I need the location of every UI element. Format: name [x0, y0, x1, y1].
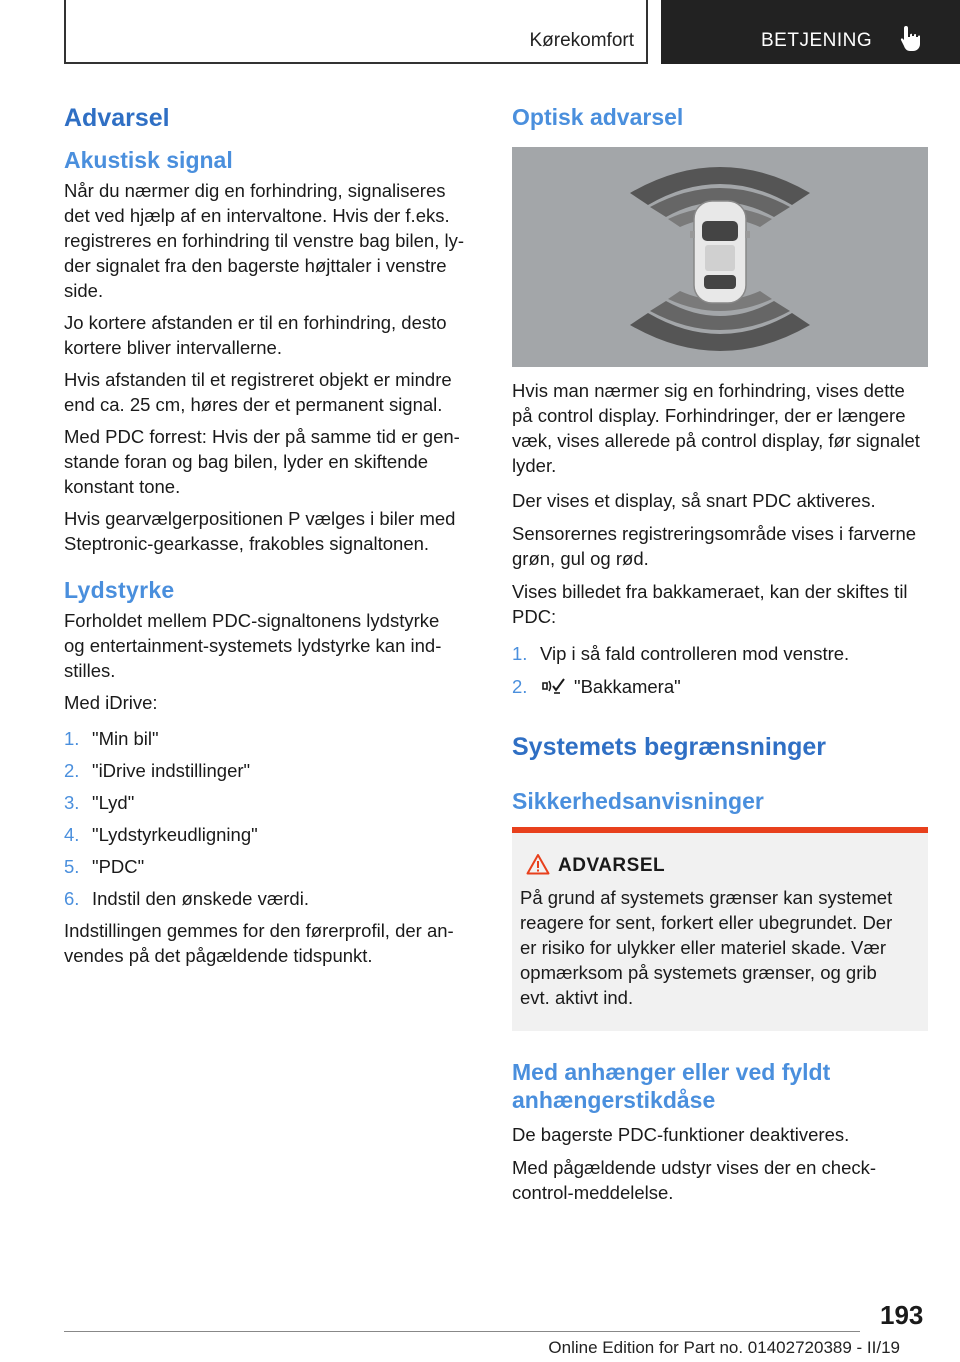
pdc-display-figure: [512, 147, 928, 367]
paragraph-akustisk-1: Når du nærmer dig en forhindring, signaliseres det ved hjælp af en intervaltone. Hvis der f.eks. registreres en forhindring til venstre bag bilen, ly- der signalet fra den bagerste højttaler i venstre side.: [64, 180, 464, 301]
paragraph-med-idrive: Med iDrive:: [64, 692, 158, 713]
heading-systemets-begraensninger: Systemets begrænsninger: [512, 733, 826, 761]
paragraph-lydstyrke-1: Forholdet mellem PDC-signaltonens lydstyrke og entertainment-systemets lydstyrke kan ind- stilles.: [64, 610, 442, 681]
header-section-box: [64, 0, 648, 64]
paragraph-akustisk-4: Med PDC forrest: Hvis der på samme tid er gen- stande foran og bag bilen, lyder en skiftende konstant tone.: [64, 426, 460, 497]
heading-optisk-advarsel: Optisk advarsel: [512, 104, 684, 130]
footer-divider: [64, 1331, 860, 1332]
steps-list-optisk: [512, 641, 932, 699]
warning-box: [512, 833, 928, 1031]
paragraph-indstillingen: Indstillingen gemmes for den førerprofil, der an- vendes på det pågældende tidspunkt.: [64, 920, 454, 966]
section-anhaenger: [512, 1058, 932, 1205]
section-title: Kørekomfort: [529, 30, 634, 51]
list-item: 4. "Lydstyrkeudligning": [64, 824, 258, 845]
heading-akustisk-signal: Akustisk signal: [64, 147, 233, 173]
paragraph-anhaenger-1: De bagerste PDC-funktioner deaktiveres.: [512, 1124, 850, 1145]
steps-list-lydstyrke: [64, 726, 474, 911]
paragraph-akustisk-3: Hvis afstanden til et registreret objekt er mindre end ca. 25 cm, høres der et permanent signal.: [64, 369, 452, 415]
warning-text: På grund af systemets grænser kan systemet reagere for sent, forkert eller ubegrundet. Der er risiko for ulykker eller materiel skade. Vær opmærksom på systemets grænser, og grib evt. aktivt ind.: [520, 887, 893, 1008]
parking-sensor-icon: [540, 676, 566, 696]
list-item: 6. Indstil den ønskede værdi.: [64, 888, 309, 909]
footer-edition: Online Edition for Part no. 01402720389 - II/19: [548, 1338, 900, 1357]
page-number: 193: [880, 1300, 924, 1330]
chapter-tab[interactable]: [661, 0, 960, 64]
list-item: 3. "Lyd": [64, 792, 135, 813]
chapter-label: BETJENING: [761, 30, 873, 51]
paragraph-optisk-3: Sensorernes registreringsområde vises i farverne grøn, gul og rød.: [512, 523, 917, 569]
paragraph-akustisk-5: Hvis gearvælgerpositionen P vælges i biler med Steptronic-gearkasse, frakobles signaltonen.: [64, 508, 456, 554]
pdc-car-illustration: [512, 147, 928, 367]
list-item: 2. "iDrive indstillinger": [64, 760, 251, 781]
paragraph-optisk-1: Hvis man nærmer sig en forhindring, vises dette på control display. Forhindringer, der er længere væk, vises allerede på control display, før signalet lyder.: [512, 380, 920, 476]
right-column: [512, 378, 932, 699]
paragraph-anhaenger-2: Med pågældende udstyr vises der en check- control-meddelelse.: [512, 1157, 877, 1203]
list-item: 5. "PDC": [64, 856, 145, 877]
left-column: [64, 104, 474, 968]
paragraph-optisk-4: Vises billedet fra bakkameraet, kan der skiftes til PDC:: [512, 581, 908, 627]
paragraph-optisk-2: Der vises et display, så snart PDC aktiveres.: [512, 490, 876, 511]
pointing-hand-icon: [898, 24, 924, 54]
heading-optisk-wrap: [512, 104, 932, 131]
warning-label: ADVARSEL: [558, 855, 666, 876]
heading-systemets-wrap: [512, 733, 932, 815]
heading-lydstyrke: Lydstyrke: [64, 577, 175, 603]
warning-triangle-icon: [526, 853, 550, 875]
heading-sikkerhedsanvisninger: Sikkerhedsanvisninger: [512, 788, 764, 814]
list-item: 1. "Min bil": [64, 728, 159, 749]
heading-advarsel: Advarsel: [64, 104, 170, 132]
paragraph-akustisk-2: Jo kortere afstanden er til en forhindring, desto kortere bliver intervallerne.: [64, 312, 447, 358]
list-item: 1. Vip i så fald controlleren mod venstre.: [512, 643, 850, 664]
list-item: 2. "Bakkamera": [512, 676, 681, 697]
heading-med-anhaenger: Med anhænger eller ved fyldt anhængerstikdåse: [512, 1059, 831, 1113]
